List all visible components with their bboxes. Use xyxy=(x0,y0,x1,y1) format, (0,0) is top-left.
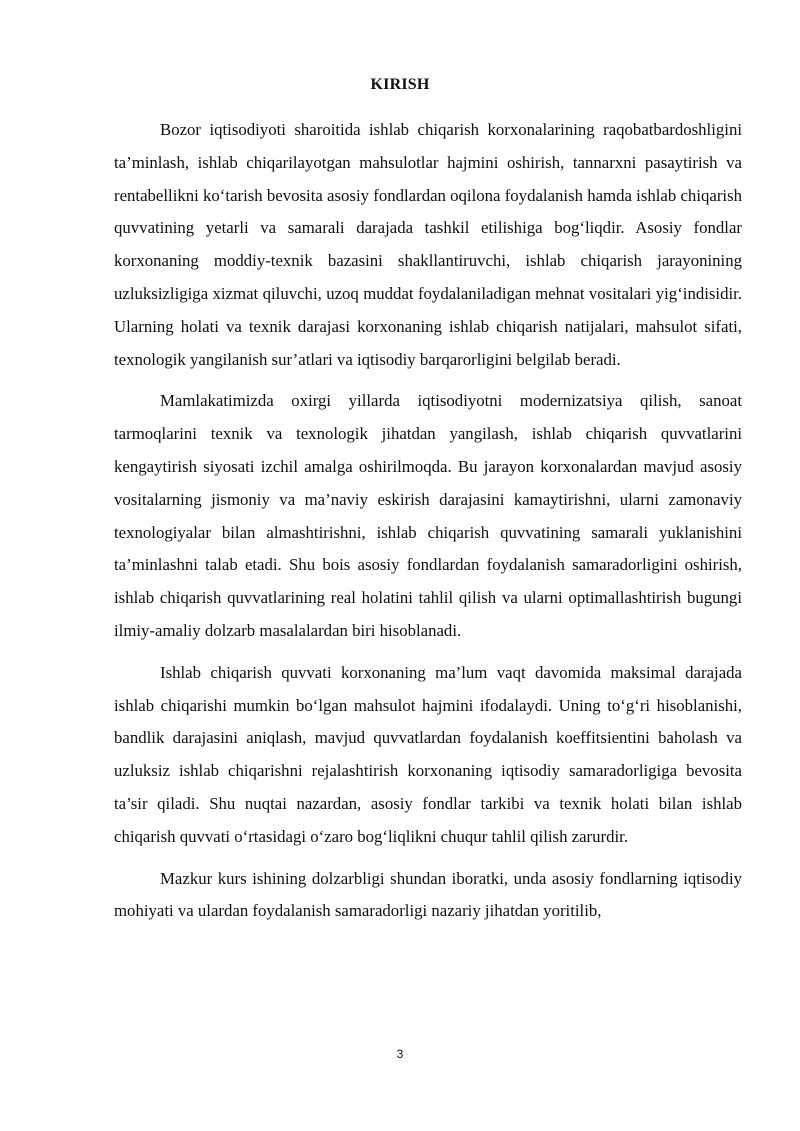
page-number: 3 xyxy=(396,1047,404,1061)
page-heading: KIRISH xyxy=(370,76,430,93)
paragraph-3: Ishlab chiqarish quvvati korxonaning ma’lum vaqt davomida maksimal darajada ishlab chiqarishi mumkin bo‘lgan mahsulot hajmini ifodalaydi. Uning to‘g‘ri hisoblanishi, bandlik darajasini aniqlash, mavjud quvvatlardan foydalanish koeffitsientini baholash va uzluksiz ishlab chiqarishni rejalashtirish korxonaning iqtisodiy samaradorligiga bevosita ta’sir qiladi. Shu nuqtai nazardan, asosiy fondlar tarkibi va texnik holati bilan ishlab chiqarish quvvati o‘rtasidagi o‘zaro bog‘liqlikni chuqur tahlil qilish zarurdir. xyxy=(114,662,742,846)
paragraph-1: Bozor iqtisodiyoti sharoitida ishlab chiqarish korxonalarining raqobatbardoshligini ta’minlash, ishlab chiqarilayotgan mahsulotlar hajmini oshirish, tannarxni pasaytirish va rentabellikni ko‘tarish bevosita asosiy fondlardan oqilona foydalanish hamda ishlab chiqarish quvvatining yetarli va samarali darajada tashkil etilishiga bog‘liqdir. Asosiy fondlar korxonaning moddiy-texnik bazasini shakllantiruvchi, ishlab chiqarish jarayonining uzluksizligiga xizmat qiluvchi, uzoq muddat foydalaniladigan mehnat vositalari yig‘indisidir. Ularning holati va texnik darajasi korxonaning ishlab chiqarish natijalari, mahsulot sifati, texnologik yangilanish sur’atlari va iqtisodiy barqarorligini belgilab beradi. xyxy=(114,120,742,369)
body-text xyxy=(114,114,742,937)
paragraph-2: Mamlakatimizda oxirgi yillarda iqtisodiyotni modernizatsiya qilish, sanoat tarmoqlarini texnik va texnologik jihatdan yangilash, ishlab chiqarish quvvatlarini kengaytirish siyosati izchil amalga oshirilmoqda. Bu jarayon korxonalardan mavjud asosiy vositalarning jismoniy va ma’naviy eskirish darajasini kamaytirishni, ularni zamonaviy texnologiyalar bilan almashtirishni, ishlab chiqarish quvvatining samarali yuklanishini ta’minlashni talab etadi. Shu bois asosiy fondlardan foydalanish samaradorligini oshirish, ishlab chiqarish quvvatlarining real holatini tahlil qilish va ularni optimallashtirish bugungi ilmiy-amaliy dolzarb masalalardan biri hisoblanadi. xyxy=(114,391,742,640)
paragraph-4: Mazkur kurs ishining dolzarbligi shundan iboratki, unda asosiy fondlarning iqtisodiy mohiyati va ulardan foydalanish samaradorligi nazariy jihatdan yoritilib, xyxy=(114,868,742,921)
